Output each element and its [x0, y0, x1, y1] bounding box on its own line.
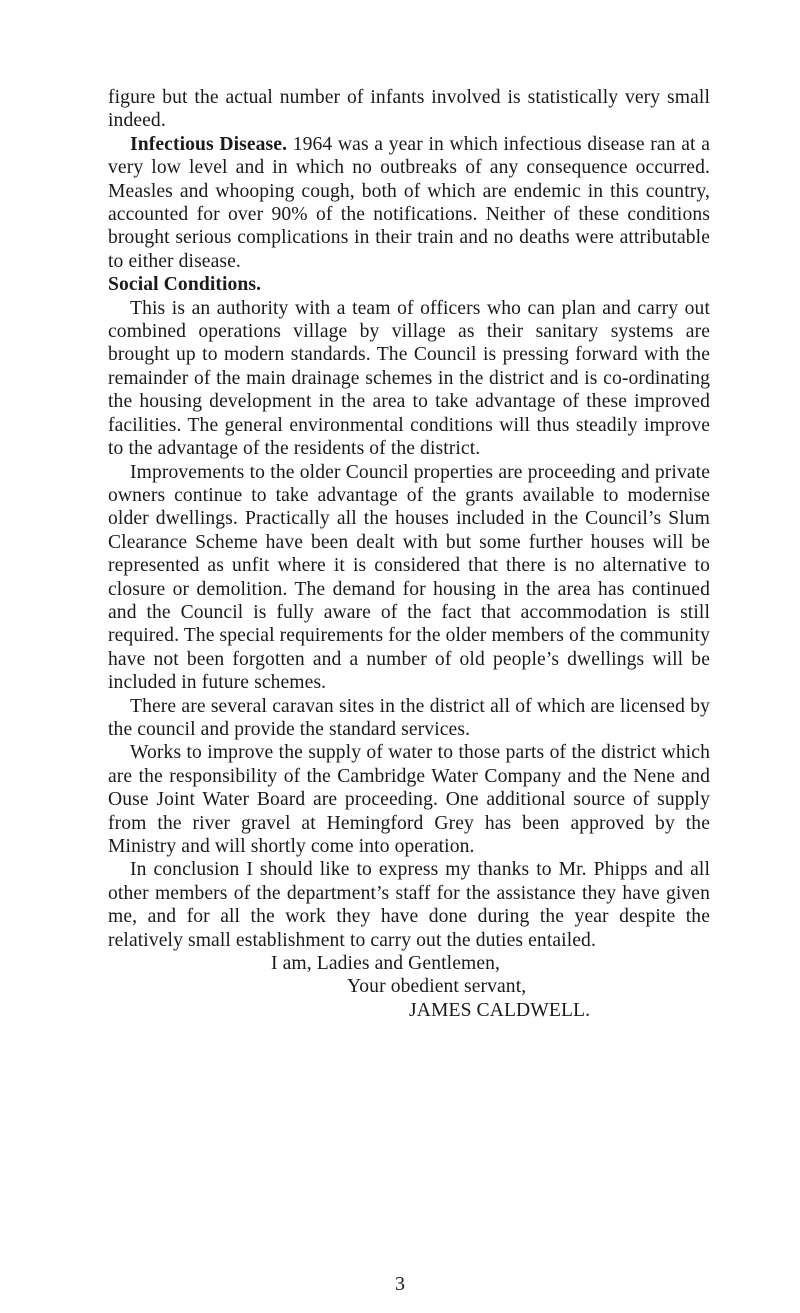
paragraph-infant-figure: figure but the actual number of infants involved is statistically very small indeed.: [108, 87, 710, 132]
paragraph-infectious-disease: [108, 133, 710, 273]
paragraph-improvements: Improvements to the older Council properties are proceeding and private owners continue to take advantage of the grants available to modernise older dwellings. Practically all the houses included in the Council’s Slum Clearance Scheme have been dealt with but some further houses will be represented as unfit where it is considered that there is no alternative to closure or demolition. The demand for housing in the area has continued and the Council is fully aware of the fact that accommodation is still required. The special requirements for the older members of the community have not been forgotten and a number of old people’s dwellings will be included in future schemes.: [108, 461, 710, 694]
infectious-disease-text: 1964 was a year in which infectious disease ran at a very low level and in which no outbreaks of any consequence occurred. Measles and whooping cough, both of which are endemic in this country, accounted for over 90% of the notifications. Neither of these conditions brought serious complications in their train and no deaths were attributable to either disease.: [108, 133, 710, 272]
paragraph-caravan-sites: There are several caravan sites in the district all of which are licensed by the council and provide the standard services.: [108, 695, 710, 740]
paragraph-authority: This is an authority with a team of officers who can plan and carry out combined operations village by village as their sanitary systems are brought up to modern standards. The Council is pressing forward with the remainder of the main drainage schemes in the district and is co-ordinating the housing development in the area to take advantage of these improved facilities. The general environmental conditions will thus steadily improve to the advantage of the residents of the district.: [108, 297, 710, 460]
document-body: [108, 86, 710, 1022]
social-conditions-heading: Social Conditions.: [108, 274, 262, 296]
infectious-disease-heading: Infectious Disease.: [130, 133, 288, 155]
paragraph-conclusion: In conclusion I should like to express my thanks to Mr. Phipps and all other members of the department’s staff for the assistance they have given me, and for all the work they have done during the year despite the relatively small establishment to carry out the duties entailed.: [108, 859, 710, 951]
paragraph-water-supply: Works to improve the supply of water to those parts of the district which are the responsibility of the Cambridge Water Company and the Nene and Ouse Joint Water Board are proceeding. One additional source of supply from the river gravel at Hemingford Grey has been approved by the Ministry and will shortly come into operation.: [108, 742, 710, 857]
closing-salutation: I am, Ladies and Gentlemen,: [271, 953, 501, 975]
closing-sign-off: Your obedient servant,: [347, 976, 527, 998]
page-number: 3: [395, 1273, 405, 1295]
signature: JAMES CALDWELL.: [409, 999, 591, 1021]
